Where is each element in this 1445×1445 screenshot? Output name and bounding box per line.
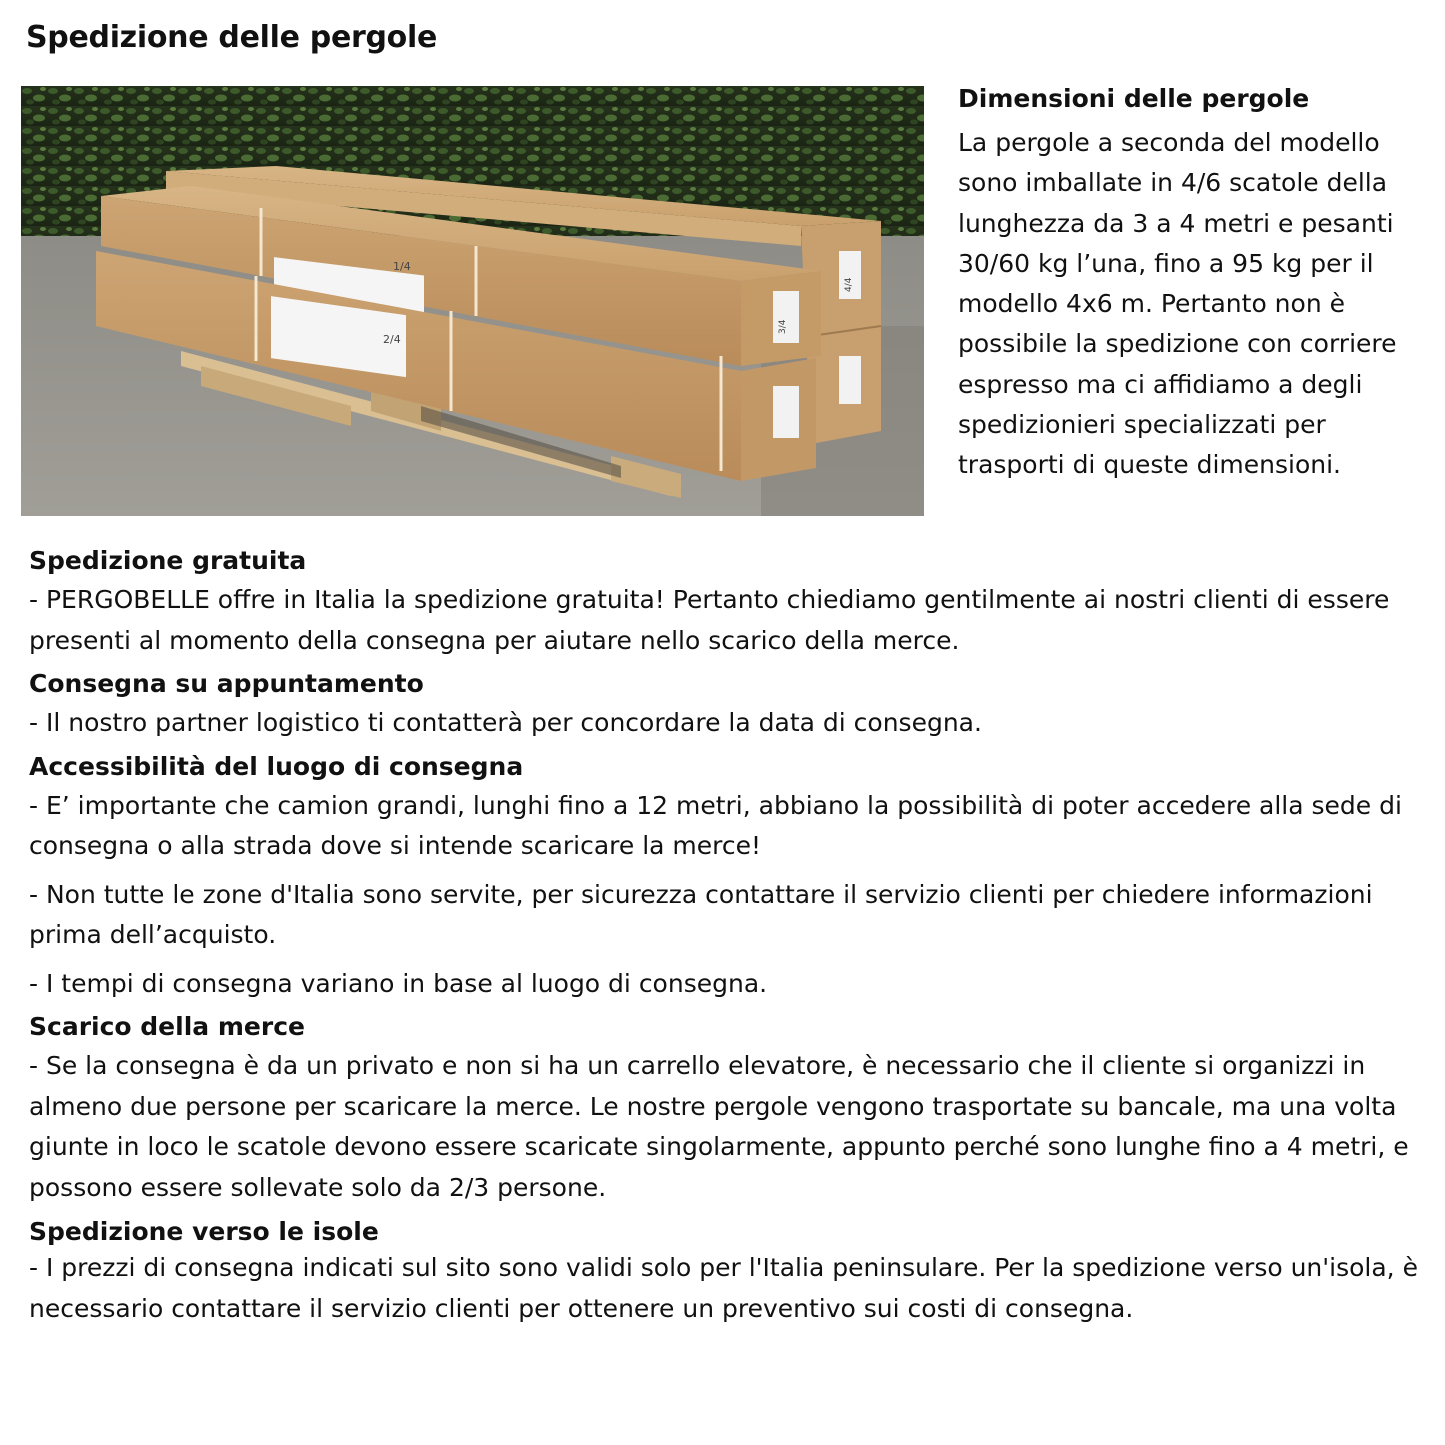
box-label-2: 2/4	[383, 333, 401, 346]
section-paragraph: - PERGOBELLE offre in Italia la spedizione gratuita! Pertanto chiediamo gentilmente ai nostri clienti di essere presenti al momento della consegna per aiutare nello scarico della merce.	[29, 585, 1390, 655]
section-paragraph: - Se la consegna è da un privato e non si ha un carrello elevatore, è necessario che il cliente si organizzi in almeno due persone per scaricare la merce. Le nostre pergole vengono trasportate su bancale, ma una volta giunte in loco le scatole devono essere scaricate singolarmente, appunto perché sono lunghe fino a 4 metri, e possono essere sollevate solo da 2/3 persone.	[29, 1051, 1409, 1202]
photo-illustration	[21, 86, 924, 516]
dimensions-heading: Dimensioni delle pergole	[958, 84, 1310, 113]
section-islands	[29, 1216, 1419, 1329]
pergola-boxes-photo	[21, 86, 924, 516]
dimensions-panel	[958, 84, 1418, 486]
box-label-4: 4/4	[844, 277, 854, 292]
page-title: Spedizione delle pergole	[26, 20, 437, 55]
section-unloading	[29, 1008, 1419, 1208]
section-heading: Spedizione verso le isole	[29, 1217, 379, 1246]
dimensions-text: La pergole a seconda del modello sono imballate in 4/6 scatole della lunghezza da 3 a 4 metri e pesanti 30/60 kg l’una, fino a 95 kg per il modello 4x6 m. Pertanto non è possibile la spedizione con corriere espresso ma ci affidiamo a degli spedizionieri specializzati per trasporti di queste dimensioni.	[958, 128, 1397, 480]
section-paragraph: - Non tutte le zone d'Italia sono servite, per sicurezza contattare il servizio clienti per chiedere informazioni prima dell’acquisto.	[29, 879, 1373, 949]
section-heading: Scarico della merce	[29, 1012, 305, 1041]
section-heading: Spedizione gratuita	[29, 546, 307, 575]
section-paragraph: - Il nostro partner logistico ti contatterà per concordare la data di consegna.	[29, 708, 982, 737]
section-free-shipping	[29, 542, 1419, 661]
box-label-1: 1/4	[393, 260, 411, 273]
section-heading: Consegna su appuntamento	[29, 669, 424, 698]
section-accessibility	[29, 748, 1419, 1005]
shipping-info	[29, 542, 1419, 1333]
section-appointment	[29, 665, 1419, 744]
section-paragraph: - E’ importante che camion grandi, lunghi fino a 12 metri, abbiano la possibilità di poter accedere alla sede di consegna o alla strada dove si intende scaricare la merce!	[29, 790, 1402, 860]
box-label-3: 3/4	[778, 319, 788, 334]
section-heading: Accessibilità del luogo di consegna	[29, 751, 524, 781]
section-paragraph: - I tempi di consegna variano in base al luogo di consegna.	[29, 968, 768, 998]
section-paragraph: - I prezzi di consegna indicati sul sito sono validi solo per l'Italia peninsulare. Per la spedizione verso un'isola, è necessario contattare il servizio clienti per ottenere un preventivo sui costi di consegna.	[29, 1253, 1418, 1323]
